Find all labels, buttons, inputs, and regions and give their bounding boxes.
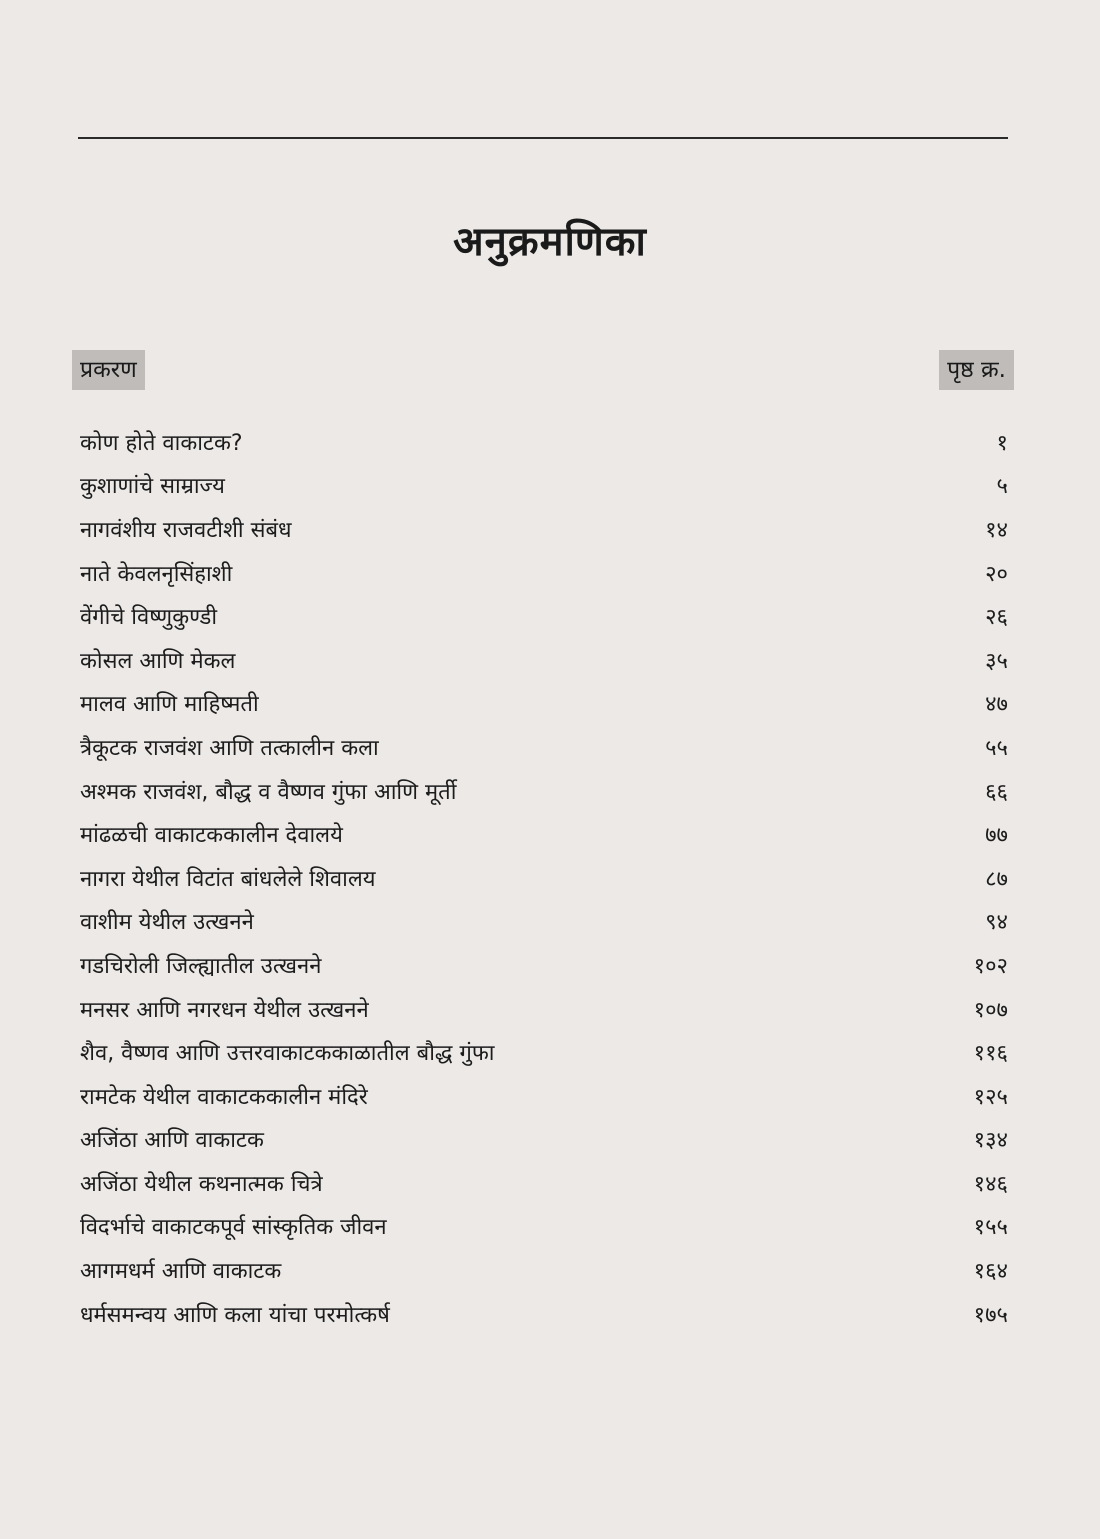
toc-entry-title: वेंगीचे विष्णुकुण्डी [80,605,218,631]
toc-entry-page-number: २० [985,561,1008,587]
toc-entry-title: त्रैकूटक राजवंश आणि तत्कालीन कला [80,735,379,761]
toc-entry-title: नागवंशीय राजवटीशी संबंध [80,517,292,543]
toc-entry-page-number: १४६ [973,1171,1008,1197]
page-title: अनुक्रमणिका [453,219,647,265]
page-column-header: पृष्ठ क्र. [939,350,1014,390]
toc-entry [80,682,1008,726]
toc-entry-page-number: ६६ [985,779,1008,805]
toc-entry-title: मालव आणि माहिष्मती [80,692,259,718]
toc-entry-page-number: ४७ [985,692,1008,718]
toc-entry-page-number: १ [996,430,1008,456]
toc-entry [80,943,1008,987]
toc-entry [80,638,1008,682]
toc-entry-title: अजिंठा आणि वाकाटक [80,1128,264,1154]
toc-entry [80,812,1008,856]
toc-entry-title: नाते केवलनृसिंहाशी [80,561,233,587]
toc-entry [80,769,1008,813]
toc-entry [80,987,1008,1031]
toc-entry-page-number: १३४ [973,1128,1008,1154]
toc-entry-title: नागरा येथील विटांत बांधलेले शिवालय [80,866,376,892]
toc-entry [80,594,1008,638]
chapter-column-header: प्रकरण [72,350,145,390]
toc-entry-title: शैव, वैष्णव आणि उत्तरवाकाटककाळातील बौद्ध गुंफा [80,1041,495,1067]
toc-entry-page-number: १०२ [973,953,1008,979]
toc-entry [80,1030,1008,1074]
toc-entry-page-number: ५५ [985,735,1008,761]
toc-entry [80,420,1008,464]
toc-entry [80,900,1008,944]
toc-header [72,350,1014,392]
toc-entry [80,507,1008,551]
table-of-contents [80,420,1008,1335]
toc-entry [80,464,1008,508]
toc-entry [80,1161,1008,1205]
toc-entry-title: गडचिरोली जिल्ह्यातील उत्खनने [80,953,322,979]
toc-entry [80,551,1008,595]
toc-entry-title: विदर्भाचे वाकाटकपूर्व सांस्कृतिक जीवन [80,1215,387,1241]
toc-entry-page-number: १०७ [973,997,1008,1023]
toc-entry-page-number: १७५ [973,1302,1008,1328]
toc-entry-title: रामटेक येथील वाकाटककालीन मंदिरे [80,1084,368,1110]
toc-entry [80,1292,1008,1336]
toc-entry-page-number: १६४ [973,1259,1008,1285]
toc-entry-title: कुशाणांचे साम्राज्य [80,474,225,500]
toc-entry-page-number: १२५ [973,1084,1008,1110]
toc-entry-title: धर्मसमन्वय आणि कला यांचा परमोत्कर्ष [80,1302,390,1328]
toc-entry [80,1074,1008,1118]
toc-entry-page-number: ७७ [985,823,1008,849]
toc-entry-title: कोण होते वाकाटक? [80,430,243,456]
toc-entry-page-number: २६ [985,605,1008,631]
toc-entry [80,1118,1008,1162]
toc-entry-title: मनसर आणि नगरधन येथील उत्खनने [80,997,369,1023]
toc-entry-page-number: ९४ [985,910,1008,936]
toc-entry [80,725,1008,769]
toc-entry-title: अश्मक राजवंश, बौद्ध व वैष्णव गुंफा आणि मूर्ती [80,779,457,805]
toc-entry-page-number: ८७ [985,866,1008,892]
toc-entry-page-number: १४ [985,517,1008,543]
toc-entry [80,856,1008,900]
toc-entry-title: मांढळची वाकाटककालीन देवालये [80,823,343,849]
toc-entry-page-number: ५ [996,474,1008,500]
toc-entry [80,1248,1008,1292]
top-rule [78,137,1008,139]
toc-entry-page-number: ३५ [985,648,1008,674]
toc-entry-page-number: ११६ [973,1041,1008,1067]
toc-entry-title: वाशीम येथील उत्खनने [80,910,254,936]
toc-entry-title: आगमधर्म आणि वाकाटक [80,1259,282,1285]
toc-entry-page-number: १५५ [973,1215,1008,1241]
toc-entry-title: कोसल आणि मेकल [80,648,236,674]
toc-entry [80,1205,1008,1249]
toc-entry-title: अजिंठा येथील कथनात्मक चित्रे [80,1171,323,1197]
